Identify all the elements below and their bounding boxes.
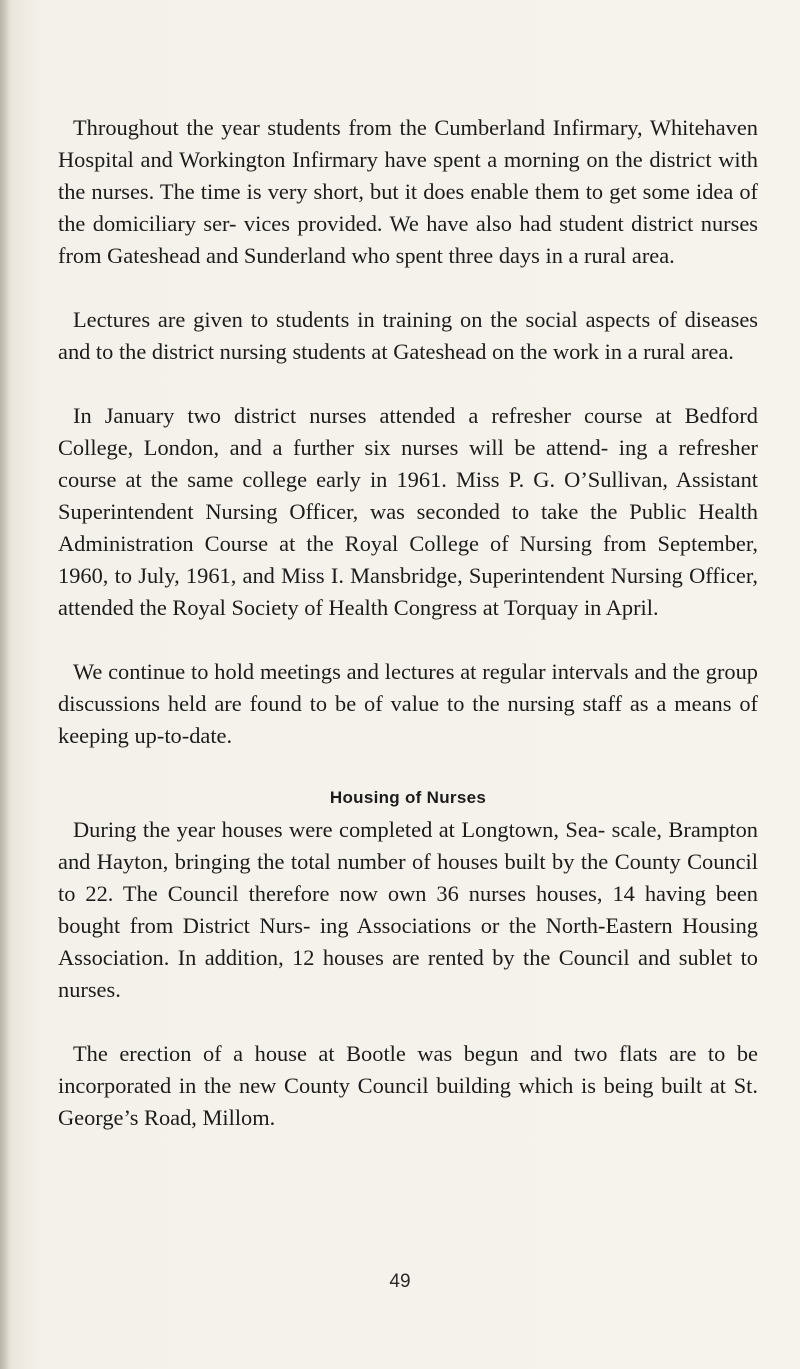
paragraph-refresher-courses: In January two district nurses attended a refresher course at Bedford College, London, and a further six nurses will be attend- ing a refresher course at the same college early in 1961. Miss P. G. O’Sullivan, Assistant Superintendent Nursing Officer, was seconded to take the Public Health Administration Course at the Royal College of Nursing from September, 1960, to July, 1961, and Miss I. Mansbridge, Superintendent Nursing Officer, attended the Royal Society of Health Congress at Torquay in April. <box>58 403 758 620</box>
page-number: 49 <box>389 1271 411 1292</box>
section-heading-housing: Housing of Nurses <box>329 788 487 807</box>
binding-shadow <box>0 0 10 1369</box>
page-content <box>58 112 758 1166</box>
paragraph-lectures: Lectures are given to students in training on the social aspects of diseases and to the district nursing students at Gateshead on the work in a rural area. <box>58 307 758 364</box>
paragraph-bootle-house: The erection of a house at Bootle was begun and two flats are to be incorporated in the new County Council building which is being built at St. George’s Road, Millom. <box>58 1041 758 1130</box>
paragraph-houses-completed: During the year houses were completed at Longtown, Sea- scale, Brampton and Hayton, bringing the total number of houses built by the County Council to 22. The Council therefore now own 36 nurses houses, 14 having been bought from District Nurs- ing Associations or the North-Eastern Housing Association. In addition, 12 houses are rented by the Council and sublet to nurses. <box>58 817 758 1002</box>
paragraph-students-visits: Throughout the year students from the Cumberland Infirmary, Whitehaven Hospital and Workington Infirmary have spent a morning on the district with the nurses. The time is very short, but it does enable them to get some idea of the domiciliary ser- vices provided. We have also had student district nurses from Gateshead and Sunderland who spent three days in a rural area. <box>58 115 758 268</box>
paragraph-meetings: We continue to hold meetings and lectures at regular intervals and the group discussions held are found to be of value to the nursing staff as a means of keeping up-to-date. <box>58 659 758 748</box>
